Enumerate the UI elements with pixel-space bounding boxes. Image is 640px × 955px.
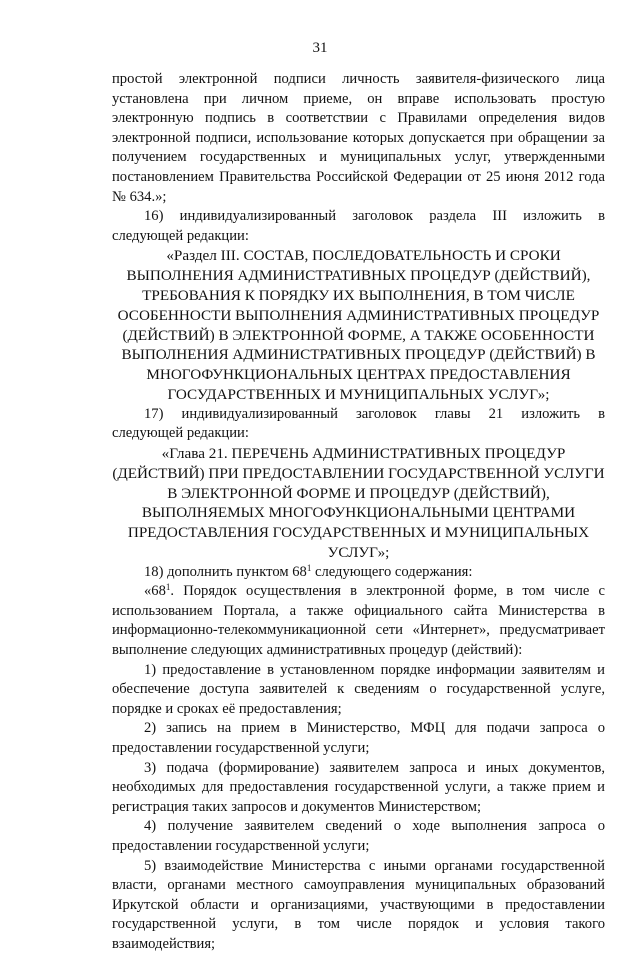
- point-68-1-superscript: 1: [165, 582, 171, 593]
- paragraph-item-16-cont: следующей редакции:: [112, 227, 249, 244]
- list-item-4: 4) получение заявителем сведений о ходе выполнения запроса о предоставлении государственной услуги;: [112, 818, 605, 854]
- item-18-text-after: следующего содержания:: [311, 563, 473, 580]
- list-item-5: 5) взаимодействие Министерства с иными органами государственной власти, органами местного самоуправления муниципальных образований Иркутской области и организациями, участвующими в предоставлении государственной услуги, в том числе порядок и условия такого взаимодействия;: [112, 857, 605, 952]
- list-item-1: 1) предоставление в установленном порядке информации заявителям и обеспечение доступа заявителей к сведениям о государственной услуге, порядке и сроках её предоставления;: [112, 661, 605, 717]
- item-18-text-before: 18) дополнить пунктом 68: [144, 563, 307, 580]
- paragraph-point-68-1: [112, 582, 605, 660]
- item-18-superscript: 1: [306, 562, 312, 573]
- point-68-1-text-before: «68: [144, 583, 166, 600]
- list-item-2: 2) запись на прием в Министерство, МФЦ для подачи запроса о предоставлении государственной услуги;: [112, 720, 605, 757]
- chapter-heading-quote: «Глава 21. ПЕРЕЧЕНЬ АДМИНИСТРАТИВНЫХ ПРОЦЕДУР (ДЕЙСТВИЙ) ПРИ ПРЕДОСТАВЛЕНИИ ГОСУДАРСТВЕННОЙ УСЛУГИ В ЭЛЕКТРОННОЙ ФОРМЕ И ПРОЦЕДУР (ДЕЙСТВИЙ), ВЫПОЛНЯЕМЫХ МНОГОФУНКЦИОНАЛЬНЫМИ ЦЕНТРАМИ ПРЕДОСТАВЛЕНИЯ ГОСУДАРСТВЕННЫХ И МУНИЦИПАЛЬНЫХ УСЛУГ»;: [112, 444, 605, 561]
- paragraph-item-18: [112, 563, 605, 583]
- paragraph-item-17: 17) индивидуализированный заголовок главы 21 изложить в: [144, 405, 605, 422]
- section-heading-quote: «Раздел III. СОСТАВ, ПОСЛЕДОВАТЕЛЬНОСТЬ И СРОКИ ВЫПОЛНЕНИЯ АДМИНИСТРАТИВНЫХ ПРОЦЕДУР (ДЕЙСТВИЙ), ТРЕБОВАНИЯ К ПОРЯДКУ ИХ ВЫПОЛНЕНИЯ, В ТОМ ЧИСЛЕ ОСОБЕННОСТИ ВЫПОЛНЕНИЯ АДМИНИСТРАТИВНЫХ ПРОЦЕДУР (ДЕЙСТВИЙ) В ЭЛЕКТРОННОЙ ФОРМЕ, А ТАКЖЕ ОСОБЕННОСТИ ВЫПОЛНЕНИЯ АДМИНИСТРАТИВНЫХ ПРОЦЕДУР (ДЕЙСТВИЙ) В МНОГОФУНКЦИОНАЛЬНЫХ ЦЕНТРАХ ПРЕДОСТАВЛЕНИЯ ГОСУДАРСТВЕННЫХ И МУНИЦИПАЛЬНЫХ УСЛУГ»;: [117, 247, 600, 403]
- paragraph-continuation: простой электронной подписи личность заявителя-физического лица установлена при личном приеме, он вправе использовать простую электронную подпись в соответствии с Правилами определения видов электронной подписи, использование которых допускается при обращении за получением государственных и муниципальных услуг, утвержденными постановлением Правительства Российской Федерации от 25 июня 2012 года № 634.»;: [112, 71, 605, 205]
- page-number: 31: [312, 40, 328, 56]
- document-body: [112, 70, 605, 955]
- point-68-1-text-after: . Порядок осуществления в электронной форме, в том числе с использованием Портала, а также официального сайта Министерства в информационно-телекоммуникационной сети «Интернет», предусматривает выполнение следующих административных процедур (действий):: [112, 583, 605, 659]
- list-item-3: 3) подача (формирование) заявителем запроса и иных документов, необходимых для предоставления государственной услуги, а также прием и регистрация таких запросов и документов Министерством;: [112, 759, 605, 815]
- paragraph-item-17-cont: следующей редакции:: [112, 425, 249, 442]
- paragraph-item-16: 16) индивидуализированный заголовок раздела III изложить в: [144, 208, 605, 225]
